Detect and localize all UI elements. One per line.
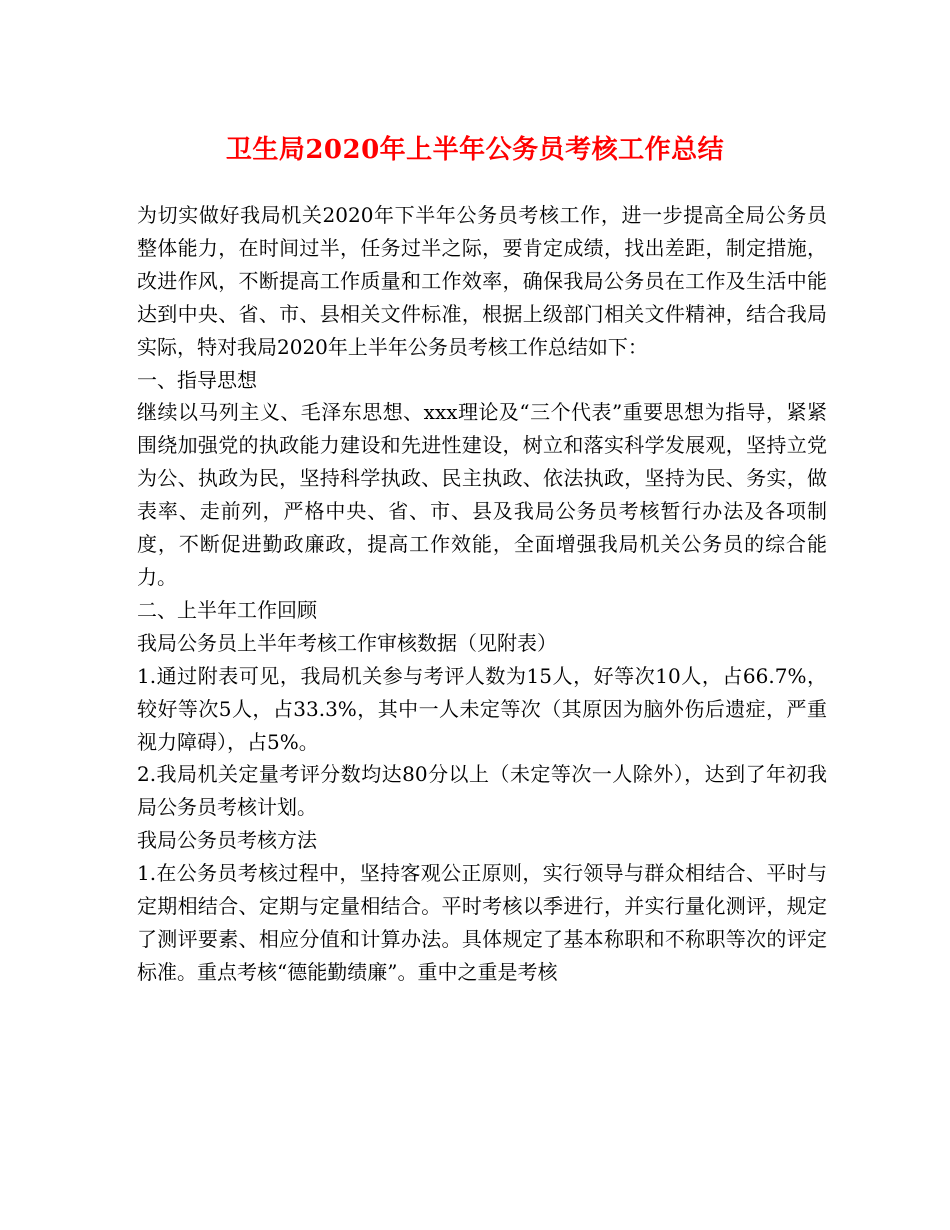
document-title: 卫生局2020年上半年公务员考核工作总结 [225, 135, 725, 165]
section-heading-review: 二、上半年工作回顾 [137, 597, 317, 622]
document-body [137, 199, 827, 989]
paragraph-review-item-1: 1.通过附表可见，我局机关参与考评人数为15人，好等次10人，占66.7%，较好等次5人，占33.3%，其中一人未定等次（其原因为脑外伤后遗症，严重视力障碍），占5%。 [137, 663, 827, 754]
subheading-assessment-method: 我局公务员考核方法 [137, 828, 317, 853]
section-heading-guiding-thought: 一、指导思想 [137, 367, 257, 392]
paragraph-method-item-1: 1.在公务员考核过程中，坚持客观公正原则，实行领导与群众相结合、平时与定期相结合、定期与定量相结合。平时考核以季进行，并实行量化测评，规定了测评要素、相应分值和计算办法。具体规定了基本称职和不称职等次的评定标准。重点考核“德能勤绩廉”。重中之重是考核 [137, 861, 827, 984]
paragraph-review-item-2: 2.我局机关定量考评分数均达80分以上（未定等次一人除外），达到了年初我局公务员考核计划。 [137, 762, 827, 820]
paragraph-guiding-thought: 继续以马列主义、毛泽东思想、xxx理论及“三个代表”重要思想为指导，紧紧围绕加强党的执政能力建设和先进性建设，树立和落实科学发展观，坚持立党为公、执政为民，坚持科学执政、民主执政、依法执政，坚持为民、务实，做表率、走前列，严格中央、省、市、县及我局公务员考核暂行办法及各项制度，不断促进勤政廉政，提高工作效能，全面增强我局机关公务员的综合能力。 [137, 400, 827, 589]
paragraph-intro: 为切实做好我局机关2020年下半年公务员考核工作，进一步提高全局公务员整体能力，在时间过半，任务过半之际，要肯定成绩，找出差距，制定措施，改进作风，不断提高工作质量和工作效率，确保我局公务员在工作及生活中能达到中央、省、市、县相关文件标准，根据上级部门相关文件精神，结合我局实际，特对我局2020年上半年公务员考核工作总结如下： [137, 203, 827, 359]
paragraph-review-data: 我局公务员上半年考核工作审核数据（见附表） [137, 630, 557, 655]
